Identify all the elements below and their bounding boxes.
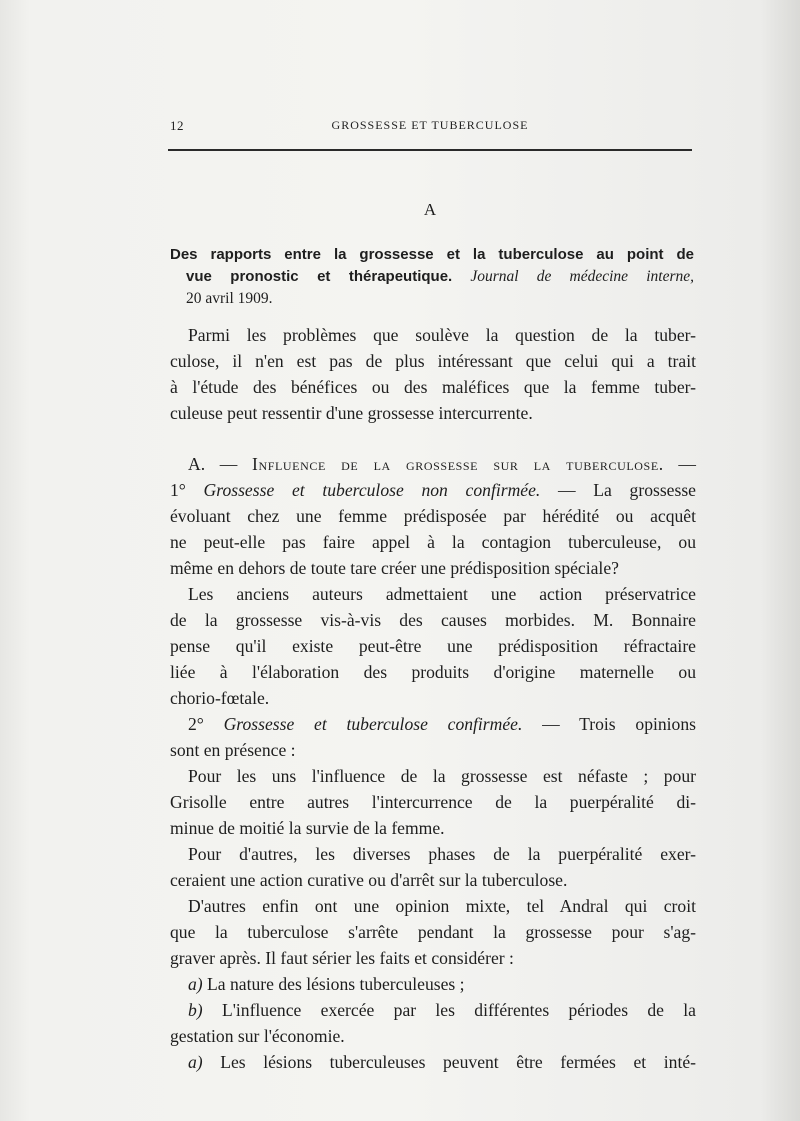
running-header	[170, 118, 690, 138]
body-line: que la tuberculose s'arrête pendant la grossesse pour s'ag-	[170, 922, 696, 942]
section-heading-line	[170, 451, 696, 477]
reference-journal: Journal de médecine interne,	[470, 268, 694, 285]
reference-date: 20 avril 1909.	[186, 290, 273, 307]
subsection-2-rest: — Trois opinions	[522, 714, 696, 734]
body-line: minue de moitié la survie de la femme.	[170, 818, 445, 838]
body-line: Les anciens auteurs admettaient une action préservatrice	[188, 584, 696, 604]
running-title: GROSSESSE ET TUBERCULOSE	[331, 118, 529, 132]
body-line: sont en présence :	[170, 740, 296, 760]
subsection-1-title: Grossesse et tuberculose non confirmée.	[203, 480, 541, 500]
list-marker-a2: a)	[188, 1052, 203, 1072]
list-text-a: La nature des lésions tuberculeuses ;	[202, 974, 465, 994]
subsection-2-number: 2°	[188, 714, 204, 734]
reference-line-2	[170, 266, 694, 288]
section-lead: A. —	[188, 454, 252, 474]
intro-line: à l'étude des bénéfices ou des maléfices que la femme tuber-	[170, 377, 696, 397]
list-item-a	[170, 971, 696, 997]
body-line: liée à l'élaboration des produits d'origine maternelle ou	[170, 662, 696, 682]
body-line: ne peut-elle pas faire appel à la contagion tuberculeuse, ou	[170, 532, 696, 552]
section-dash: —	[663, 454, 696, 474]
body-line: de la grossesse vis-à-vis des causes morbides. M. Bonnaire	[170, 610, 696, 630]
list-text-b: L'influence exercée par les différentes périodes de la	[202, 1000, 696, 1020]
body-line: Pour d'autres, les diverses phases de la puerpéralité exer-	[188, 844, 696, 864]
list-marker-a: a)	[188, 974, 203, 994]
intro-line: culose, il n'en est pas de plus intéressant que celui qui a trait	[170, 351, 696, 371]
body-line: évoluant chez une femme prédisposée par hérédité ou acquêt	[170, 506, 696, 526]
reference-title-part1: Des rapports entre la grossesse et la tuberculose au point de	[170, 246, 694, 263]
header-rule	[168, 149, 692, 151]
intro-line: Parmi les problèmes que soulève la question de la tuber-	[188, 325, 696, 345]
section-letter: A	[423, 200, 437, 219]
section-heading: Influence de la grossesse sur la tuberculose.	[251, 454, 664, 474]
subsection-1-line	[170, 477, 696, 503]
intro-paragraph	[170, 322, 696, 426]
intro-line: culeuse peut ressentir d'une grossesse intercurrente.	[170, 403, 533, 423]
body-line: ceraient une action curative ou d'arrêt sur la tuberculose.	[170, 870, 568, 890]
body-line: chorio-fœtale.	[170, 688, 270, 708]
subsection-1-number: 1°	[170, 480, 186, 500]
body-line: D'autres enfin ont une opinion mixte, tel Andral qui croit	[188, 896, 696, 916]
body-line: même en dehors de toute tare créer une prédisposition spéciale?	[170, 558, 619, 578]
reference-citation	[170, 244, 694, 310]
reference-title-part2: vue pronostic et thérapeutique.	[186, 268, 453, 285]
list-item-b-cont: gestation sur l'économie.	[170, 1026, 345, 1046]
body-line: graver après. Il faut sérier les faits et considérer :	[170, 948, 514, 968]
page-number: 12	[170, 118, 184, 133]
subsection-2-title: Grossesse et tuberculose confirmée.	[223, 714, 523, 734]
subsection-2-line	[170, 711, 696, 737]
subsection-1-rest: — La grossesse	[540, 480, 696, 500]
body-line: Grisolle entre autres l'intercurrence de la puerpéralité di-	[170, 792, 696, 812]
body-line: Pour les uns l'influence de la grossesse est néfaste ; pour	[188, 766, 696, 786]
list-text-a2: Les lésions tuberculeuses peuvent être fermées et inté-	[202, 1052, 696, 1072]
body-line: pense qu'il existe peut-être une prédisposition réfractaire	[170, 636, 696, 656]
reference-line-1	[170, 244, 694, 266]
list-item-b	[170, 997, 696, 1023]
list-item-a2	[170, 1049, 696, 1075]
section-a-body	[170, 451, 696, 1075]
list-marker-b: b)	[188, 1000, 203, 1020]
